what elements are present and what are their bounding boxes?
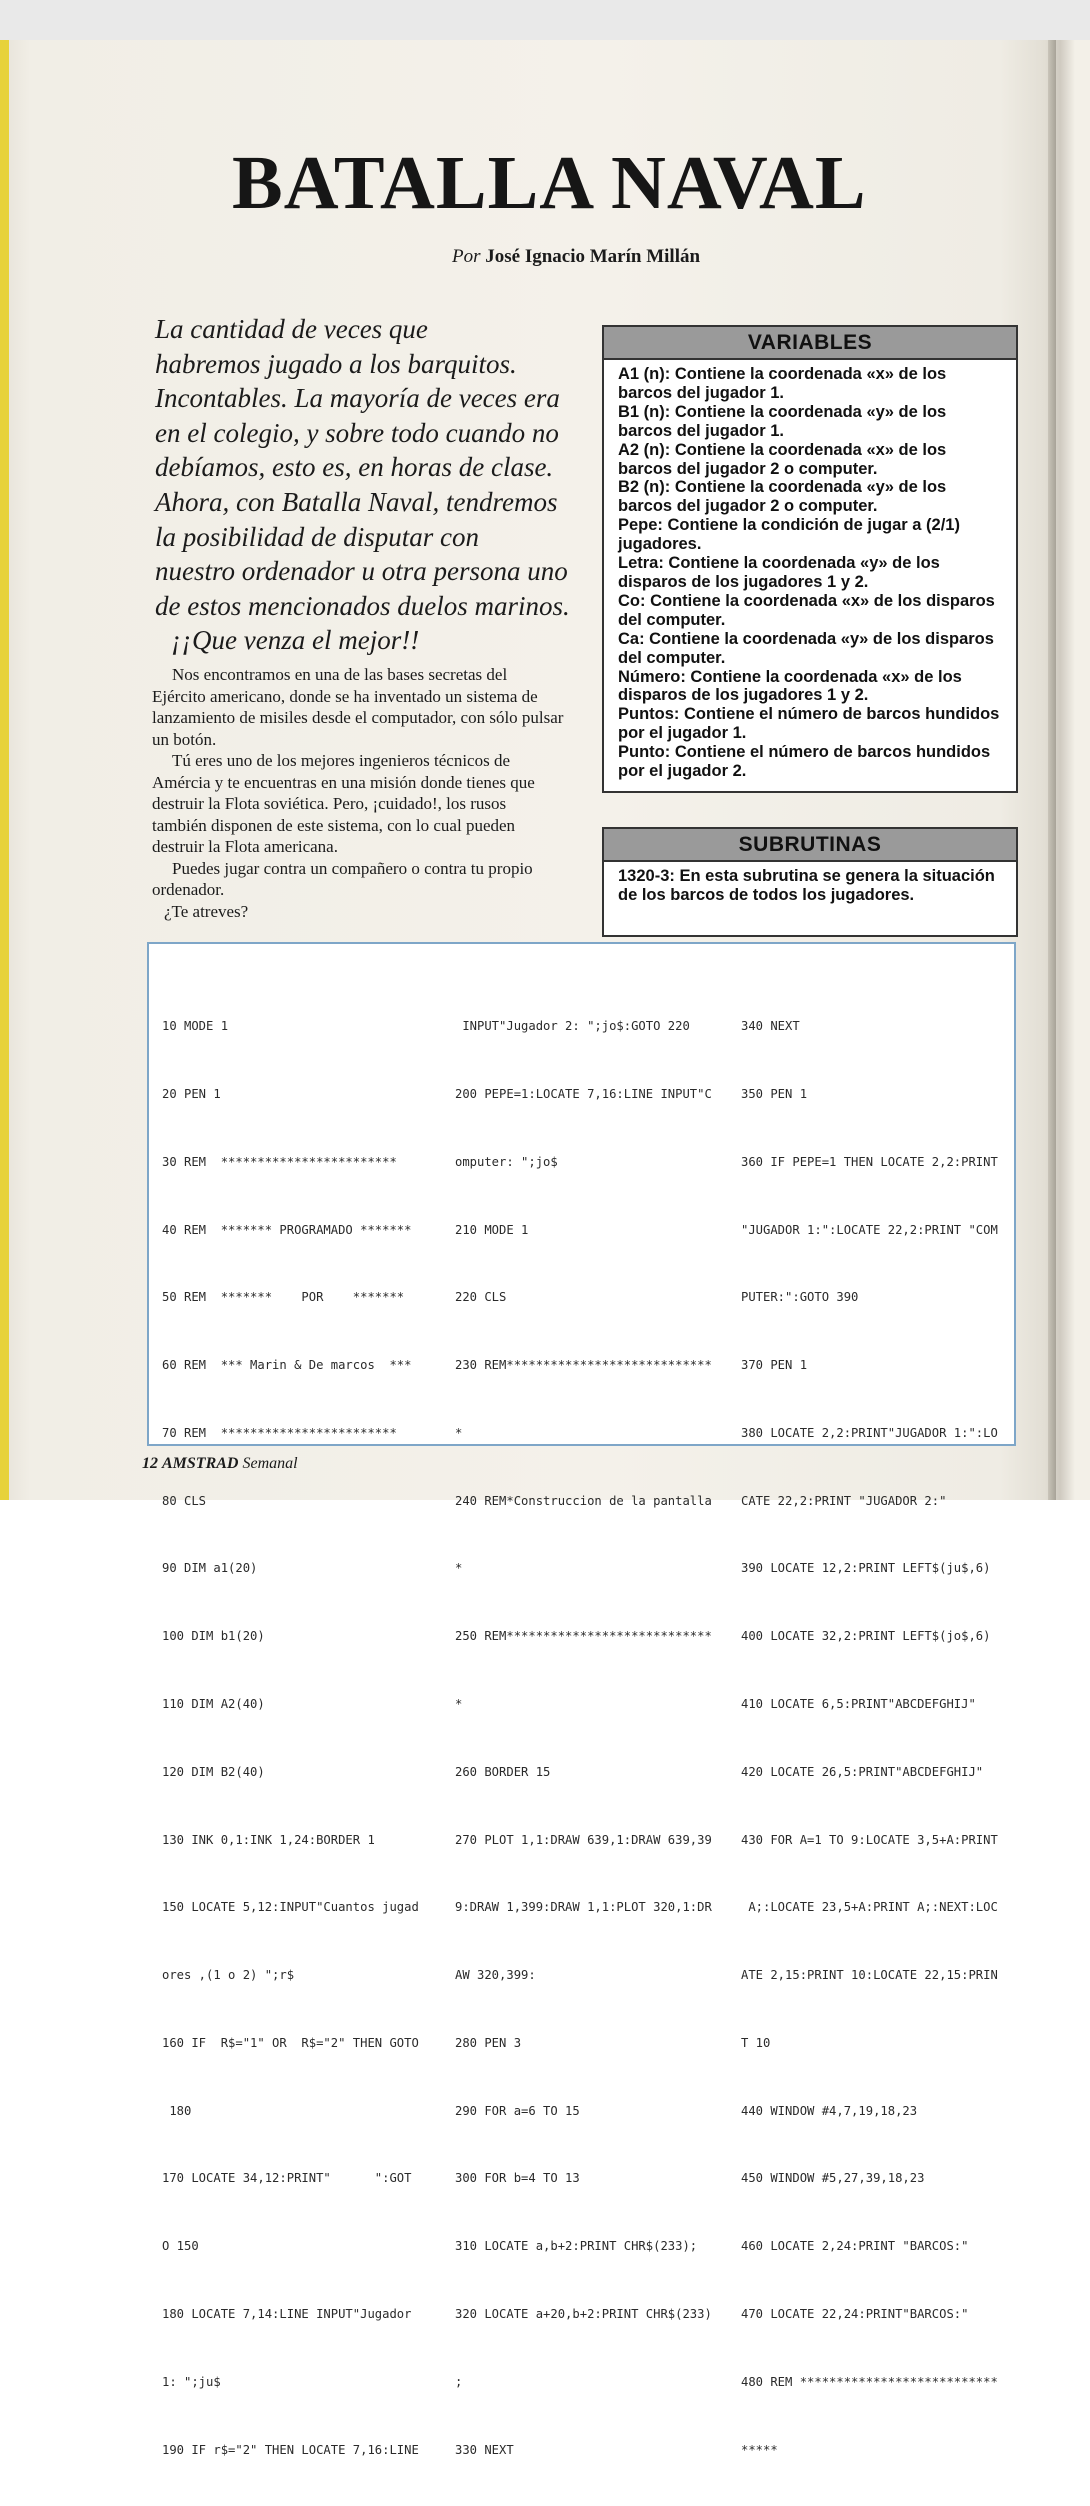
byline-prefix: Por xyxy=(452,246,481,267)
listing-column-2 xyxy=(455,970,712,2506)
code-line: omputer: ";jo$ xyxy=(455,1154,558,1169)
body-paragraph: Tú eres uno de los mejores ingenieros técnicos de Amércia y te encuentras en una misión donde tienes que destruir la Flota soviética. Pero, ¡cuidado!, los rusos también disponen de este sistema, con lo cual pueden destruir la Flota americana. xyxy=(152,751,535,856)
intro-closing: ¡¡Que venza el mejor!! xyxy=(171,625,420,656)
variables-header: VARIABLES xyxy=(604,327,1016,360)
variable-entry: Puntos: Contiene el número de barcos hundidos por el jugador 1. xyxy=(618,705,1000,743)
code-line: 400 LOCATE 32,2:PRINT LEFT$(jo$,6) xyxy=(741,1629,991,1644)
code-line: * xyxy=(455,1697,463,1711)
variable-entry: Pepe: Contiene la condición de jugar a (2/1) jugadores. xyxy=(618,516,960,554)
code-line: ***** xyxy=(741,2442,778,2457)
code-line: 200 PEPE=1:LOCATE 7,16:LINE INPUT"C xyxy=(455,1086,712,1101)
intro-line: en el colegio, y sobre todo cuando no xyxy=(155,417,559,448)
code-line: 130 INK 0,1:INK 1,24:BORDER 1 xyxy=(162,1832,375,1847)
code-line: 120 DIM B2(40) xyxy=(162,1764,265,1779)
code-line: ores ,(1 o 2) ";r$ xyxy=(162,1968,295,1983)
code-line: 180 xyxy=(162,2103,192,2118)
code-line: 390 LOCATE 12,2:PRINT LEFT$(ju$,6) xyxy=(741,1561,991,1576)
code-line: 340 NEXT xyxy=(741,1019,800,1034)
code-line: CATE 22,2:PRINT "JUGADOR 2:" xyxy=(741,1493,947,1508)
code-line: 480 REM *************************** xyxy=(741,2374,998,2389)
listing-column-3 xyxy=(741,970,998,2506)
code-line: * xyxy=(455,1561,463,1576)
code-line: 110 DIM A2(40) xyxy=(162,1697,265,1711)
magazine-name: AMSTRAD xyxy=(162,1455,239,1472)
code-line: 270 PLOT 1,1:DRAW 639,1:DRAW 639,39 xyxy=(455,1832,712,1847)
subrutinas-header: SUBRUTINAS xyxy=(604,829,1016,862)
code-line: PUTER:":GOTO 390 xyxy=(741,1290,859,1305)
code-line: 90 DIM a1(20) xyxy=(162,1561,258,1576)
code-line: 1: ";ju$ xyxy=(162,2374,221,2389)
subrutina-entry: 1320-3: En esta subrutina se genera la situación de los barcos de todos los jugadores. xyxy=(618,867,995,904)
body-paragraph: Nos encontramos en una de las bases secretas del Ejército americano, donde se ha inventado un sistema de lanzamiento de misiles desde el computador, con sólo pulsar un botón. xyxy=(152,665,564,749)
code-line: "JUGADOR 1:":LOCATE 22,2:PRINT "COM xyxy=(741,1222,998,1237)
code-line: 80 CLS xyxy=(162,1493,207,1508)
code-line: 310 LOCATE a,b+2:PRINT CHR$(233); xyxy=(455,2239,698,2254)
page-number: 12 xyxy=(142,1455,158,1472)
page-top-edge xyxy=(0,0,1090,40)
subrutinas-list xyxy=(604,862,1016,911)
code-line: 170 LOCATE 34,12:PRINT" ":GOT xyxy=(162,2171,412,2186)
variable-entry: Co: Contiene la coordenada «x» de los disparos del computer. xyxy=(618,591,995,629)
binding-spine xyxy=(1048,40,1056,1500)
code-line: 260 BORDER 15 xyxy=(455,1764,551,1779)
code-line: 20 PEN 1 xyxy=(162,1086,221,1101)
code-line: 9:DRAW 1,399:DRAW 1,1:PLOT 320,1:DR xyxy=(455,1900,712,1915)
code-line: 190 IF r$="2" THEN LOCATE 7,16:LINE xyxy=(162,2442,419,2457)
code-line: 70 REM ************************ xyxy=(162,1425,397,1440)
subrutinas-box xyxy=(602,827,1018,937)
byline xyxy=(452,246,700,268)
code-line: 430 FOR A=1 TO 9:LOCATE 3,5+A:PRINT xyxy=(741,1832,998,1847)
intro-line: debíamos, esto es, en horas de clase. xyxy=(155,452,554,483)
listing-column-1 xyxy=(162,970,419,2506)
code-line: 300 FOR b=4 TO 13 xyxy=(455,2171,580,2186)
intro-line: la posibilidad de disputar con xyxy=(155,521,479,552)
code-line: 220 CLS xyxy=(455,1290,507,1305)
code-line: 150 LOCATE 5,12:INPUT"Cuantos jugad xyxy=(162,1900,419,1915)
code-line: 350 PEN 1 xyxy=(741,1086,808,1101)
variable-entry: A1 (n): Contiene la coordenada «x» de los barcos del jugador 1. xyxy=(618,365,947,402)
code-line: 450 WINDOW #5,27,39,18,23 xyxy=(741,2171,925,2186)
code-line: 360 IF PEPE=1 THEN LOCATE 2,2:PRINT xyxy=(741,1154,998,1169)
intro-line: habremos jugado a los barquitos. xyxy=(155,348,517,379)
page-footer xyxy=(142,1455,298,1473)
variable-entry: A2 (n): Contiene la coordenada «x» de los barcos del jugador 2 o computer. xyxy=(618,440,947,478)
variable-entry: B2 (n): Contiene la coordenada «y» de los barcos del jugador 2 o computer. xyxy=(618,478,947,516)
code-line: O 150 xyxy=(162,2239,199,2254)
code-line: 250 REM**************************** xyxy=(455,1629,712,1644)
code-line: 10 MODE 1 xyxy=(162,1019,229,1034)
code-line: INPUT"Jugador 2: ";jo$:GOTO 220 xyxy=(455,1019,690,1034)
code-line: 470 LOCATE 22,24:PRINT"BARCOS:" xyxy=(741,2307,969,2322)
code-line: 410 LOCATE 6,5:PRINT"ABCDEFGHIJ" xyxy=(741,1697,976,1711)
article-body xyxy=(152,664,564,922)
magazine-section: Semanal xyxy=(242,1455,298,1472)
code-line: 50 REM ******* POR ******* xyxy=(162,1290,405,1305)
code-line: AW 320,399: xyxy=(455,1968,536,1983)
code-line: 380 LOCATE 2,2:PRINT"JUGADOR 1:":LO xyxy=(741,1425,998,1440)
variable-entry: Ca: Contiene la coordenada «y» de los disparos del computer. xyxy=(618,629,994,667)
code-line: T 10 xyxy=(741,2035,771,2050)
code-line: 320 LOCATE a+20,b+2:PRINT CHR$(233) xyxy=(455,2307,712,2322)
code-line: 230 REM**************************** xyxy=(455,1358,712,1373)
intro-line: Ahora, con Batalla Naval, tendremos xyxy=(155,486,558,517)
code-line: 280 PEN 3 xyxy=(455,2035,522,2050)
variable-entry: Número: Contiene la coordenada «x» de los disparos de los jugadores 1 y 2. xyxy=(618,667,962,705)
code-line: 180 LOCATE 7,14:LINE INPUT"Jugador xyxy=(162,2307,412,2322)
code-line: 420 LOCATE 26,5:PRINT"ABCDEFGHIJ" xyxy=(741,1764,984,1779)
code-line: 440 WINDOW #4,7,19,18,23 xyxy=(741,2103,918,2118)
intro-line: Incontables. La mayoría de veces era xyxy=(155,383,560,414)
code-line: 160 IF R$="1" OR R$="2" THEN GOTO xyxy=(162,2035,419,2050)
code-line: 290 FOR a=6 TO 15 xyxy=(455,2103,580,2118)
code-line: 210 MODE 1 xyxy=(455,1222,529,1237)
code-line: 30 REM ************************ xyxy=(162,1154,397,1169)
code-line: A;:LOCATE 23,5+A:PRINT A;:NEXT:LOC xyxy=(741,1900,998,1915)
intro-line: La cantidad de veces que xyxy=(155,314,428,344)
code-line: 460 LOCATE 2,24:PRINT "BARCOS:" xyxy=(741,2239,969,2254)
byline-author: José Ignacio Marín Millán xyxy=(485,246,701,267)
intro-paragraph xyxy=(155,312,595,658)
variables-box xyxy=(602,325,1018,793)
code-line: ; xyxy=(455,2374,463,2389)
variable-entry: B1 (n): Contiene la coordenada «y» de los barcos del jugador 1. xyxy=(618,402,947,440)
intro-line: de estos mencionados duelos marinos. xyxy=(155,590,570,621)
article-title: BATALLA NAVAL xyxy=(232,141,867,225)
variables-list xyxy=(604,360,1016,787)
body-paragraph: Puedes jugar contra un compañero o contra tu propio ordenador. xyxy=(152,858,533,899)
code-line: ATE 2,15:PRINT 10:LOCATE 22,15:PRIN xyxy=(741,1968,998,1983)
code-line: 330 NEXT xyxy=(455,2442,514,2457)
intro-line: nuestro ordenador u otra persona uno xyxy=(155,556,568,587)
code-line: * xyxy=(455,1425,463,1440)
code-line: 60 REM *** Marin & De marcos *** xyxy=(162,1358,412,1373)
left-page-edge xyxy=(0,40,9,1500)
code-line: 100 DIM b1(20) xyxy=(162,1629,265,1644)
variable-entry: Letra: Contiene la coordenada «y» de los disparos de los jugadores 1 y 2. xyxy=(618,554,940,591)
variable-entry: Punto: Contiene el número de barcos hundidos por el jugador 2. xyxy=(618,743,991,781)
code-line: 40 REM ******* PROGRAMADO ******* xyxy=(162,1222,412,1237)
code-line: 240 REM*Construccion de la pantalla xyxy=(455,1493,712,1508)
code-line: 370 PEN 1 xyxy=(741,1358,808,1373)
body-paragraph: ¿Te atreves? xyxy=(164,901,249,921)
